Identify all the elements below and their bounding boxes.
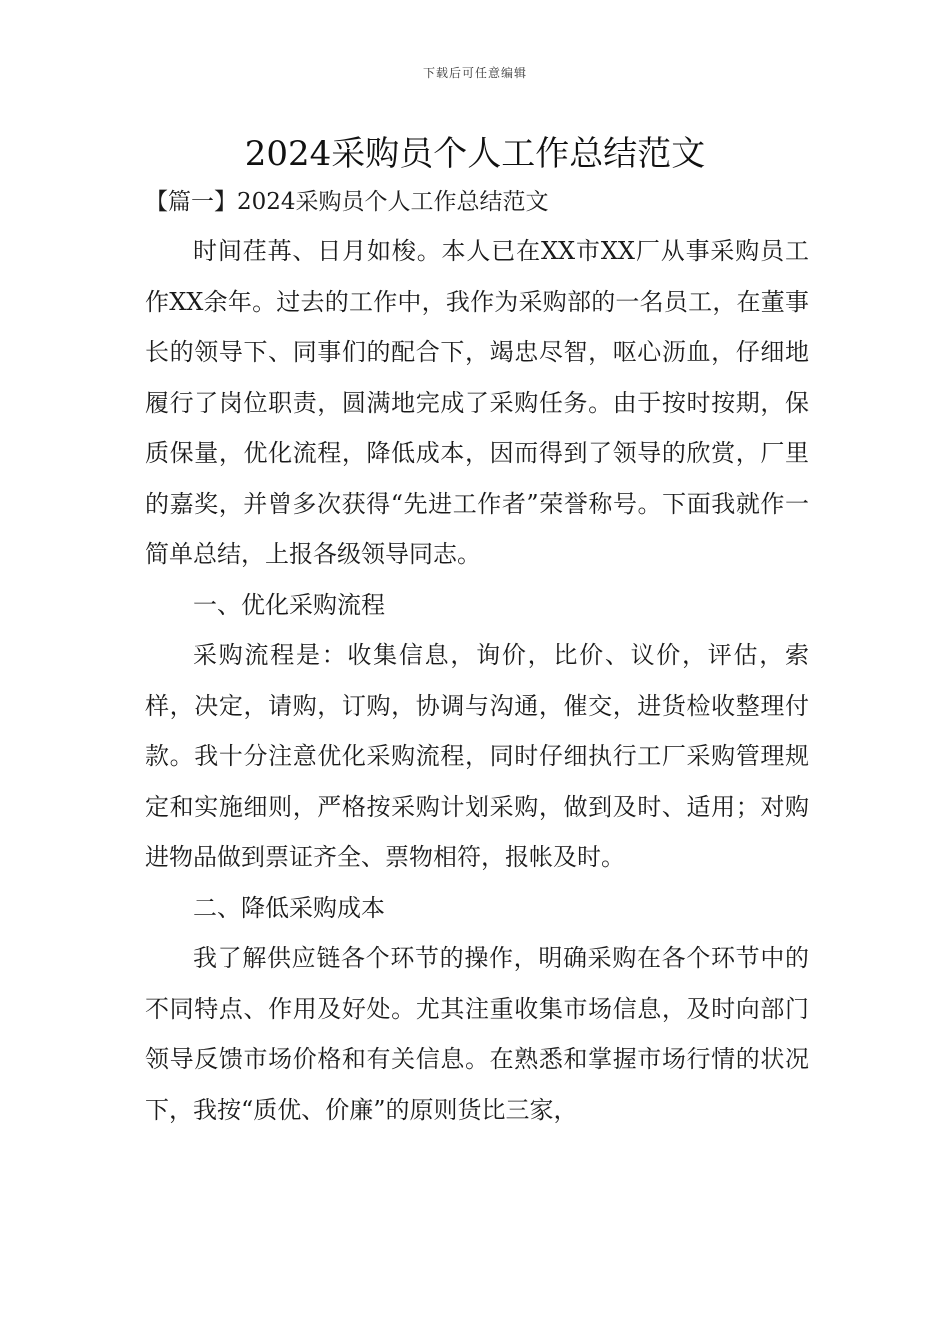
- section-heading-2: 二、降低采购成本: [193, 893, 385, 922]
- paragraph-intro: 时间荏苒、日月如梭。本人已在XX市XX厂从事采购员工作XX余年。过去的工作中，我作为采购部的一名员工，在董事长的领导下、同事们的配合下，竭忠尽智，呕心沥血，仔细地履行了岗位职责，圆满地完成了采购任务。由于按时按期，保质保量，优化流程，降低成本，因而得到了领导的欣赏，厂里的嘉奖，并曾多次获得“先进工作者”荣誉称号。下面我就作一简单总结，上报各级领导同志。: [145, 237, 809, 568]
- section-label: 【篇一】2024采购员个人工作总结范文: [145, 189, 549, 215]
- paragraph-process: 采购流程是：收集信息，询价，比价、议价，评估，索样，决定，请购，订购，协调与沟通，催交，进货检收整理付款。我十分注意优化采购流程，同时仔细执行工厂采购管理规定和实施细则，严格按采购计划采购，做到及时、适用；对购进物品做到票证齐全、票物相符，报帐及时。: [145, 641, 809, 871]
- header-note: 下载后可任意编辑: [422, 66, 527, 80]
- paragraph-cost: 我了解供应链各个环节的操作，明确采购在各个环节中的不同特点、作用及好处。尤其注重收集市场信息，及时向部门领导反馈市场价格和有关信息。在熟悉和掌握市场行情的状况下，我按“质优、价廉”的原则货比三家，: [145, 944, 809, 1124]
- section-heading-1: 一、优化采购流程: [193, 590, 385, 619]
- document-title: 2024采购员个人工作总结范文: [244, 134, 706, 174]
- document-body: [145, 226, 809, 1135]
